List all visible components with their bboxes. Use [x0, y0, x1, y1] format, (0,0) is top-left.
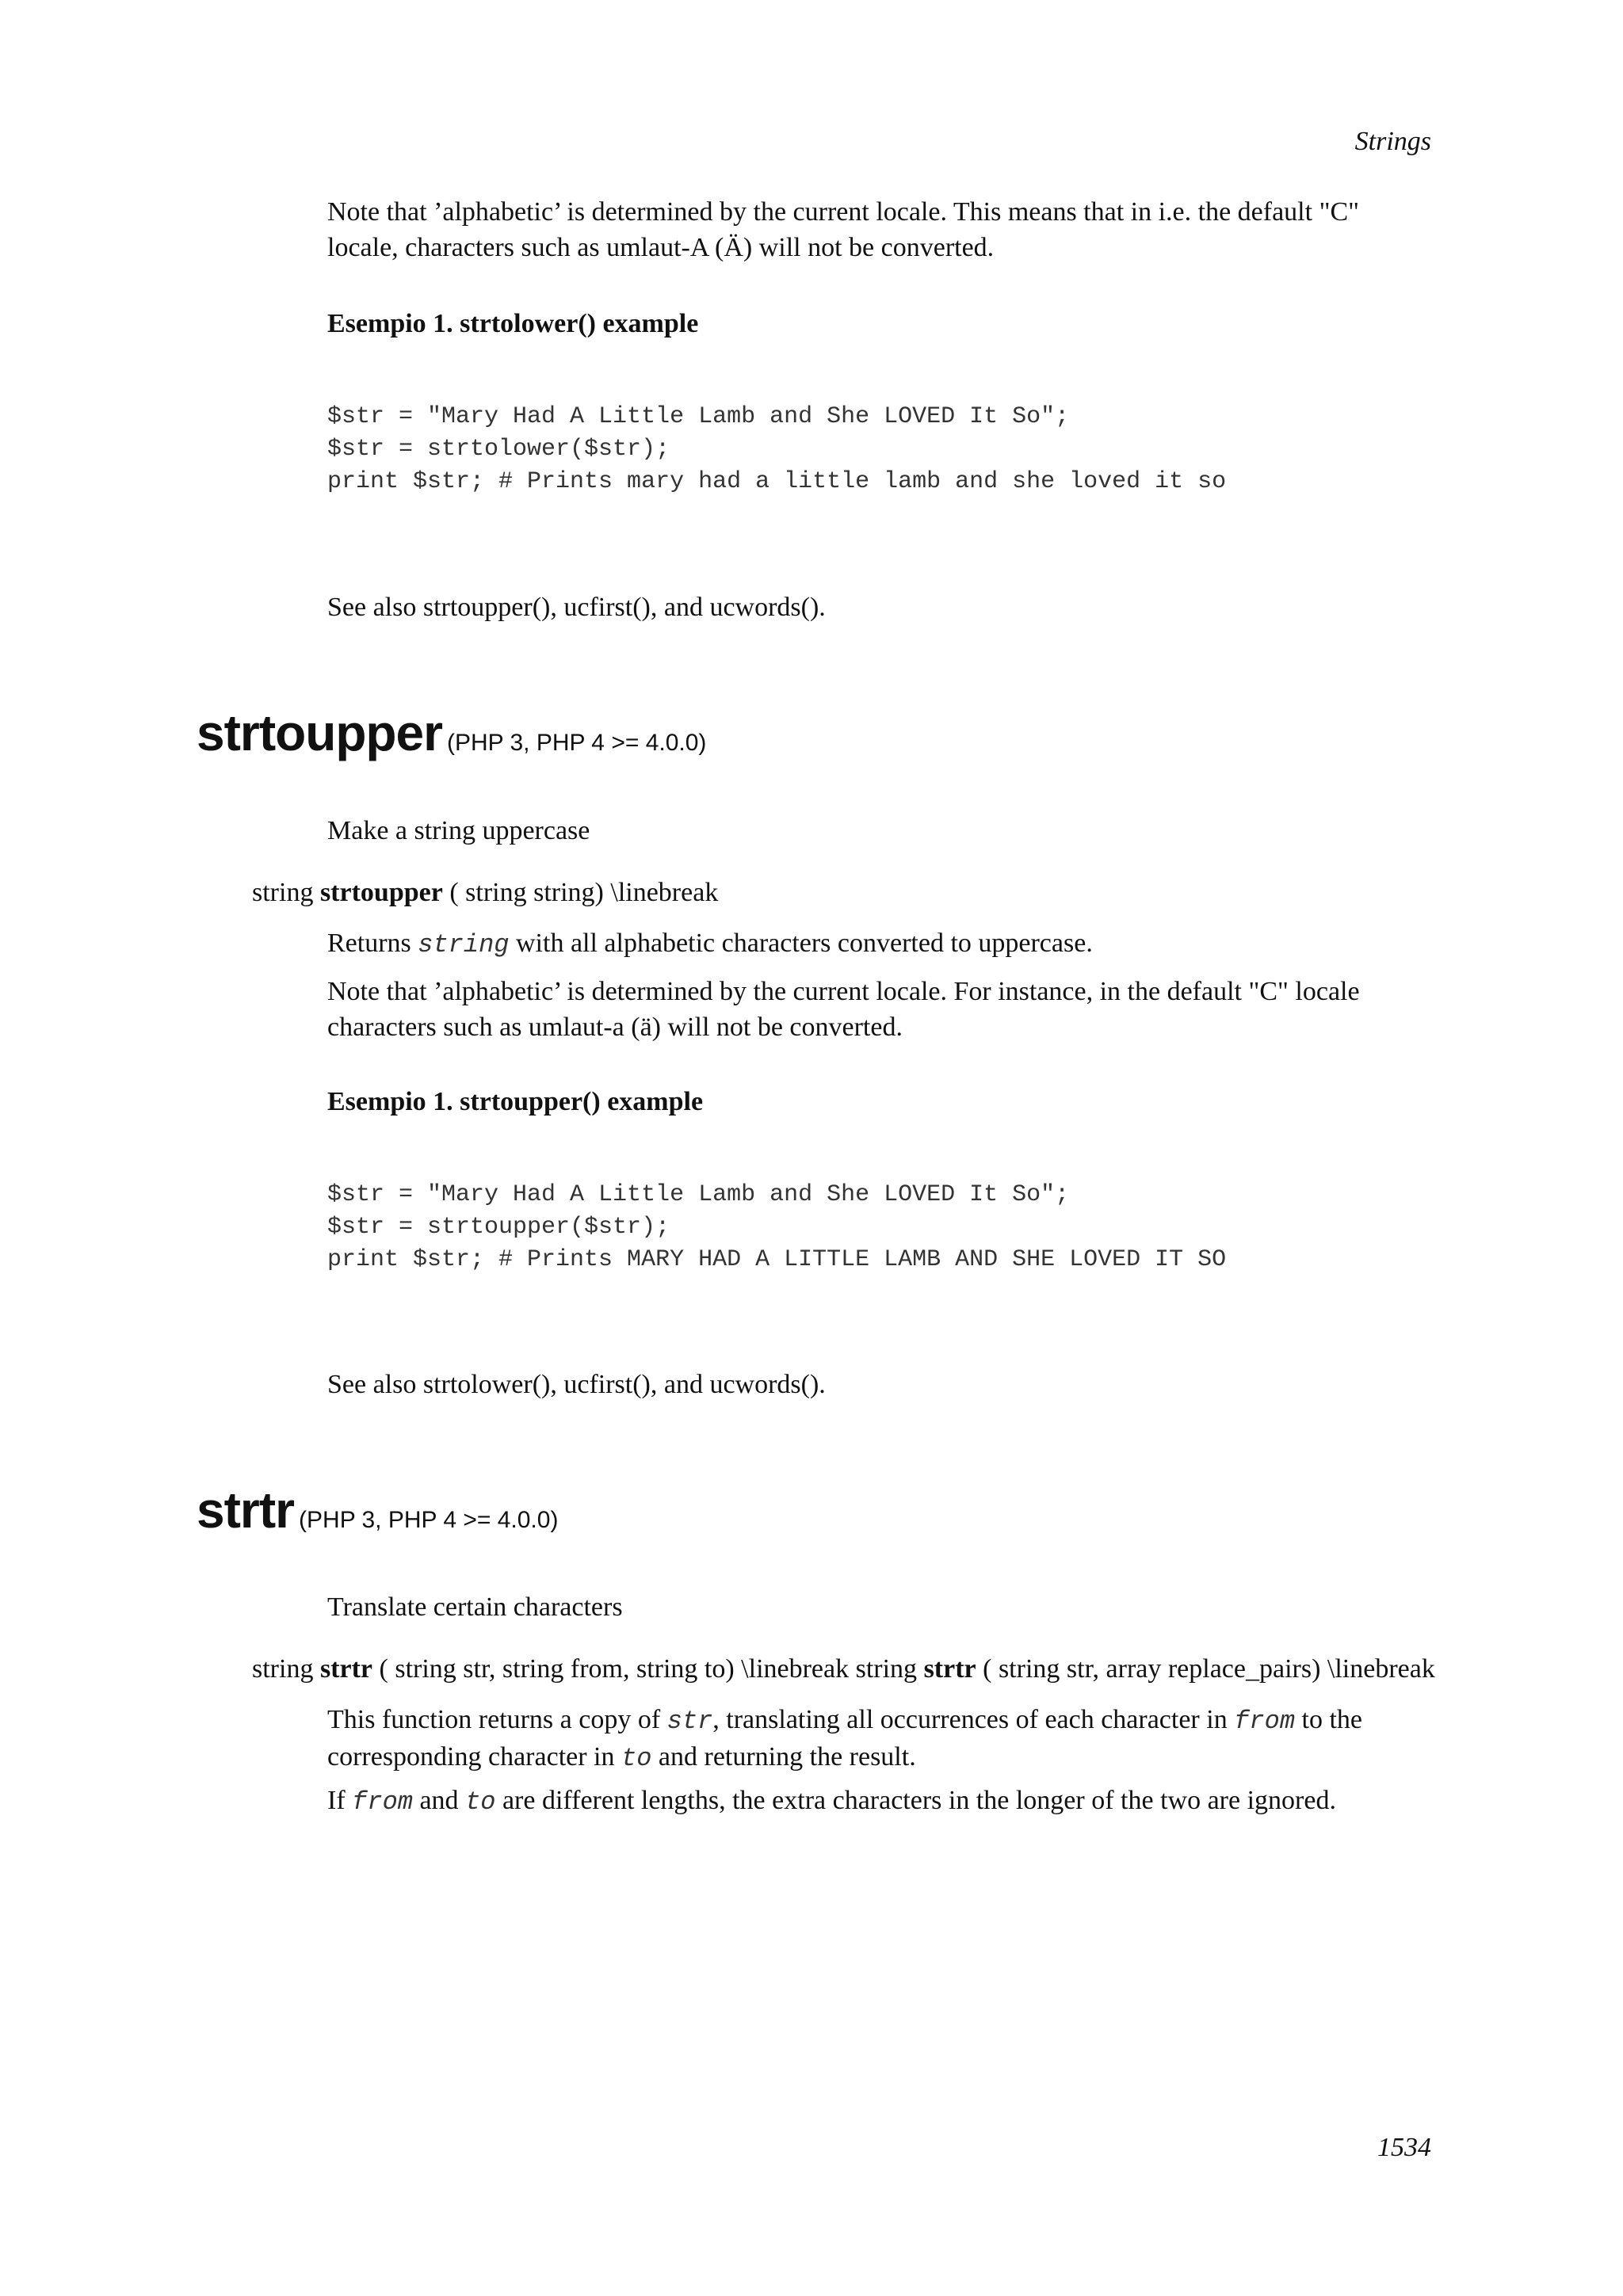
locale-note: [327, 194, 1437, 265]
example-title-strtolower: Esempio 1. strtolower() example: [327, 309, 699, 338]
description-text: and returning the result.: [658, 1742, 916, 1772]
synopsis-arguments: ( string string) \linebreak: [449, 878, 719, 907]
returns-description-strtoupper: [327, 925, 1437, 963]
locale-note-line2: characters such as umlaut-a (ä) will not be converted.: [327, 1013, 903, 1042]
function-name: strtr: [197, 1482, 295, 1539]
returns-text: Returns: [327, 929, 411, 958]
function-heading-strtoupper: [197, 704, 706, 762]
description-text: , translating all occurrences of each character in: [712, 1705, 1228, 1734]
synopsis-function-name-alt: strtr: [923, 1654, 976, 1684]
function-version: (PHP 3, PHP 4 >= 4.0.0): [447, 730, 707, 756]
param-string: string: [418, 930, 510, 959]
function-purpose-strtr: Translate certain characters: [327, 1592, 623, 1622]
lengths-note-strtr: [327, 1783, 1437, 1820]
locale-note-strtoupper: [327, 974, 1437, 1045]
description-text: This function returns a copy of: [327, 1705, 661, 1734]
code-example-strtoupper: $str = "Mary Had A Little Lamb and She LOVED It So"; $str = strtoupper($str); print $str; # Prints MARY HAD A LITTLE LAMB AND SHE LOVED IT SO: [327, 1181, 1227, 1273]
note-text: If: [327, 1786, 346, 1815]
synopsis-function-name: strtr: [319, 1654, 373, 1684]
function-synopsis-strtr: [252, 1654, 1435, 1684]
synopsis-return-type: string: [252, 1654, 314, 1684]
locale-note-line2: locale, characters such as umlaut-A (Ä) will not be converted.: [327, 233, 995, 262]
function-version: (PHP 3, PHP 4 >= 4.0.0): [299, 1507, 559, 1533]
locale-note-line1: Note that ’alphabetic’ is determined by the current locale. This means that in i.e. the default "C": [327, 197, 1360, 227]
example-title-strtoupper: Esempio 1. strtoupper() example: [327, 1087, 704, 1116]
synopsis-function-name: strtoupper: [319, 878, 443, 907]
function-name: strtoupper: [197, 704, 442, 761]
note-text: are different lengths, the extra characters in the longer of the two are ignored.: [502, 1786, 1336, 1815]
param-to: to: [621, 1744, 652, 1773]
code-example-strtolower: $str = "Mary Had A Little Lamb and She LOVED It So"; $str = strtolower($str); print $str; # Prints mary had a little lamb and she loved it so: [327, 403, 1227, 495]
param-from: from: [1234, 1707, 1296, 1736]
note-text: and: [419, 1786, 459, 1815]
function-synopsis-strtoupper: [252, 878, 718, 908]
synopsis-arguments: ( string str, string from, string to) \linebreak string: [379, 1654, 918, 1684]
function-heading-strtr: [197, 1481, 558, 1539]
param-str: str: [666, 1707, 713, 1736]
see-also-strtoupper: See also strtolower(), ucfirst(), and ucwords().: [327, 1370, 826, 1399]
see-also-strtolower: See also strtoupper(), ucfirst(), and ucwords().: [327, 593, 826, 622]
description-text: to the: [1301, 1705, 1362, 1734]
description-strtr: [327, 1702, 1437, 1776]
page-number: 1534: [1377, 2133, 1431, 2162]
returns-text-end: with all alphabetic characters converted to uppercase.: [516, 929, 1093, 958]
param-from: from: [352, 1787, 413, 1817]
synopsis-return-type: string: [252, 878, 314, 907]
synopsis-arguments-alt: ( string str, array replace_pairs) \linebreak: [983, 1654, 1435, 1684]
description-text: corresponding character in: [327, 1742, 615, 1772]
function-purpose-strtoupper: Make a string uppercase: [327, 816, 590, 845]
running-header: Strings: [1354, 127, 1431, 156]
locale-note-line1: Note that ’alphabetic’ is determined by the current locale. For instance, in the default "C" locale: [327, 977, 1360, 1006]
param-to: to: [465, 1787, 496, 1817]
